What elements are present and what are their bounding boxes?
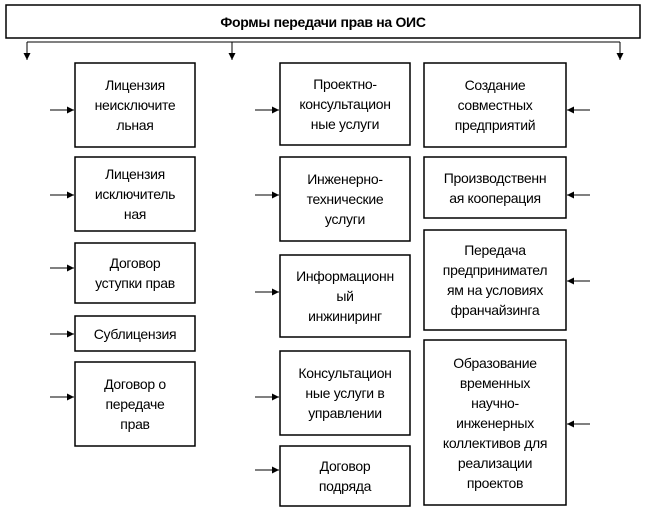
- label-joint-ventures: Создание совместных предприятий: [454, 77, 536, 133]
- label-license-nonexclusive: Лицензия неисключите льная: [94, 77, 176, 133]
- label-info-engineering: Информационн ый инжиниринг: [296, 268, 394, 324]
- label-franchising: Передача предпринимател ям на условиях франчайзинга: [442, 242, 548, 318]
- label-temp-research-teams: Образование временных научно- инженерных коллективов для реализации проектов: [442, 354, 548, 491]
- label-industrial-cooperation: Производственн ая кооперация: [443, 169, 547, 206]
- label-contract-agreement: Договор подряда: [318, 458, 372, 494]
- label-rights-transfer-agreement: Договор о передаче прав: [104, 376, 166, 432]
- diagram-title: Формы передачи прав на ОИС: [220, 13, 426, 30]
- label-management-consulting: Консультацион ные услуги в управлении: [298, 365, 392, 421]
- label-sublicense: Сублицензия: [93, 325, 177, 342]
- label-license-exclusive: Лицензия исключитель ная: [94, 166, 176, 222]
- label-assignment-agreement: Договор уступки прав: [95, 255, 175, 291]
- label-engineering-services: Инженерно- технические услуги: [306, 171, 384, 227]
- label-project-consulting: Проектно- консультацион ные услуги: [299, 76, 391, 132]
